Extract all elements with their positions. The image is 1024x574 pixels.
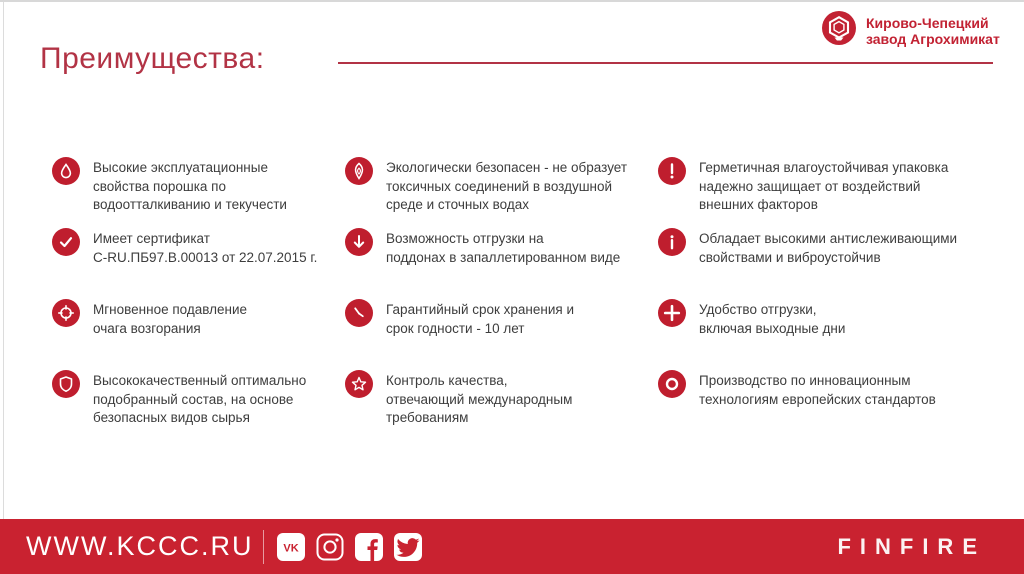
company-logo <box>822 11 1000 50</box>
feature-item <box>52 299 345 370</box>
feature-item <box>52 228 345 299</box>
feature-text: Мгновенное подавление очага возгорания <box>93 302 247 336</box>
star-icon <box>345 370 373 398</box>
social-links <box>276 532 423 562</box>
hexagon-logo-icon <box>822 11 856 50</box>
feature-text: Имеет сертификат C-RU.ПБ97.В.00013 от 22.07.2015 г. <box>93 231 318 265</box>
feature-item <box>658 228 998 299</box>
check-icon <box>52 228 80 256</box>
footer-bar <box>0 519 1024 574</box>
feature-item <box>658 370 998 441</box>
website-link[interactable]: WWW.KCCC.RU <box>26 531 254 561</box>
feature-text: Контроль качества, отвечающий международным требованиям <box>386 373 573 425</box>
feature-text: Гарантийный срок хранения и срок годности - 10 лет <box>386 302 574 336</box>
feature-item <box>52 370 345 441</box>
footer-separator <box>263 530 264 564</box>
feature-text: Высокие эксплуатационные свойства порошка по водоотталкиванию и текучести <box>93 160 287 212</box>
slide-left-border <box>3 2 4 519</box>
feature-item <box>658 299 998 370</box>
leaf-icon <box>345 157 373 185</box>
svg-text:VK: VK <box>283 542 300 554</box>
feature-item <box>345 228 658 299</box>
facebook-icon[interactable] <box>354 532 384 562</box>
finfire-logo: FINFIRE <box>837 533 986 559</box>
feature-item <box>345 157 658 228</box>
feature-item <box>345 370 658 441</box>
page-title: Преимущества: <box>40 42 265 75</box>
feature-text: Герметичная влагоустойчивая упаковка надежно защищает от воздействий внешних факторов <box>699 160 949 212</box>
feature-text: Возможность отгрузки на поддонах в запаллетированном виде <box>386 231 621 265</box>
title-divider-line <box>338 62 993 64</box>
shield-icon <box>52 370 80 398</box>
feature-item <box>658 157 998 228</box>
feature-text: Обладает высокими антислеживающими свойствами и виброустойчив <box>699 231 958 265</box>
feature-text: Высококачественный оптимально подобранный состав, на основе безопасных видов сырья <box>93 373 307 425</box>
slide-top-border <box>0 0 1024 2</box>
feature-item <box>345 299 658 370</box>
arrow-down-icon <box>345 228 373 256</box>
feature-item <box>52 157 345 228</box>
feature-text: Экологически безопасен - не образует токсичных соединений в воздушной среде и сточных водах <box>386 160 628 212</box>
instagram-icon[interactable] <box>315 532 345 562</box>
plus-icon <box>658 299 686 327</box>
clock-icon <box>345 299 373 327</box>
drop-icon <box>52 157 80 185</box>
twitter-icon[interactable] <box>393 532 423 562</box>
target-icon <box>52 299 80 327</box>
exclamation-icon <box>658 157 686 185</box>
info-icon <box>658 228 686 256</box>
feature-text: Производство по инновационным технологиям европейских стандартов <box>699 373 936 407</box>
ring-icon <box>658 370 686 398</box>
vk-icon[interactable] <box>276 532 306 562</box>
company-name: Кирово-Чепецкий завод Агрохимикат <box>866 14 1000 47</box>
feature-text: Удобство отгрузки, включая выходные дни <box>699 302 846 336</box>
features-grid <box>52 157 998 441</box>
